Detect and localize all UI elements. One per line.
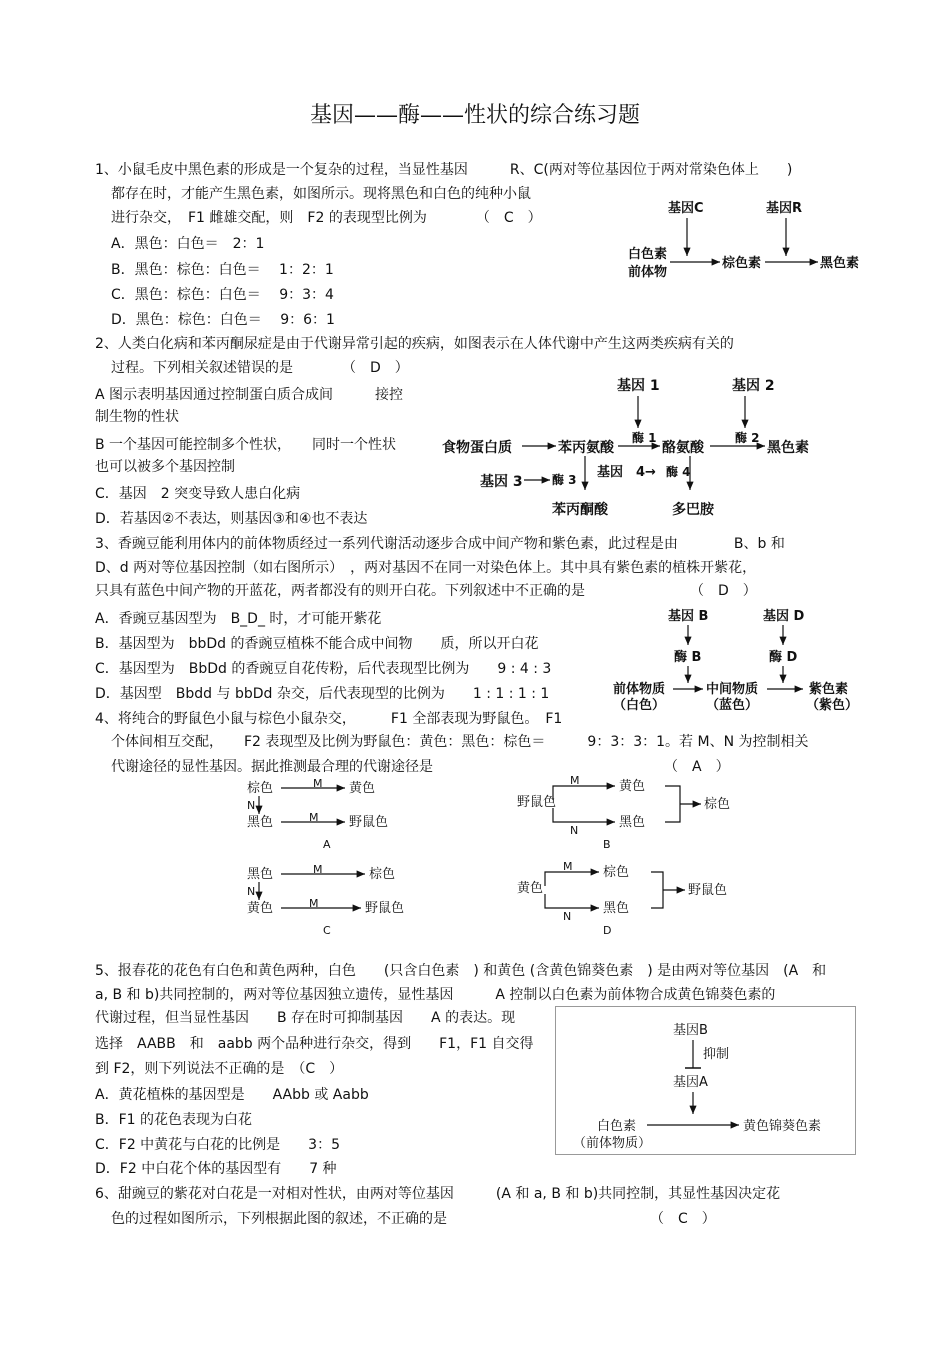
q1-stem-line1: 1、小鼠毛皮中黑色素的形成是一个复杂的过程，当显性基因 R、C(两对等位基因位于两对常染色体上 )	[95, 162, 793, 178]
q4b-label: B	[603, 838, 611, 851]
q3-option-a: A．香豌豆基因型为 B_D_ 时，才可能开紫花	[95, 611, 382, 627]
q2-gene4: 基因 4→	[597, 465, 656, 480]
q1-diagram	[620, 192, 870, 287]
q1-option-d: D．黑色：棕色：白色＝ 9：6：1	[111, 312, 335, 328]
q5-inhibit: 抑制	[703, 1047, 730, 1062]
q6-stem-line2: 色的过程如图所示，下列根据此图的叙述，不正确的是 （ C ）	[111, 1211, 716, 1227]
q2-option-b-line2: 也可以被多个基因控制	[95, 459, 235, 475]
q5-option-d: D．F2 中白花个体的基因型有 7 种	[95, 1161, 337, 1177]
q2-option-d: D．若基因②不表达，则基因③和④也不表达	[95, 511, 368, 527]
q3-precursor-color: （白色）	[613, 698, 666, 713]
q5-gene-b: 基因B	[673, 1023, 708, 1038]
q3-stem-line2: D、d 两对等位基因控制（如右图所示） ，两对基因不在同一对染色体上。其中具有紫色素的植株开紫花，	[95, 560, 757, 576]
q5-yellow-pigment: 黄色锦葵色素	[743, 1119, 822, 1134]
q4-stem-line3: 代谢途径的显性基因。据此推测最合理的代谢途径是 （ A ）	[111, 759, 730, 775]
q4c-n: N	[247, 885, 256, 898]
q5-stem-line5: 到 F2，则下列说法不正确的是 （C ）	[95, 1061, 344, 1077]
q1-white-pigment: 白色素	[628, 247, 668, 262]
q4b-start: 野鼠色	[517, 795, 557, 810]
q3-option-c: C．基因型为 BbDd 的香豌豆自花传粉，后代表现型比例为 9 : 4 : 3	[95, 661, 552, 677]
q1-gene-r: 基因R	[766, 201, 803, 216]
q4-option-d-diagram	[515, 862, 775, 937]
q2-option-b-line1: B 一个基因可能控制多个性状， 同时一个性状	[95, 437, 397, 453]
q2-phenylalanine: 苯丙氨酸	[558, 440, 614, 456]
q4a-start: 棕色	[247, 781, 274, 796]
q2-option-a-line1: A 图示表明基因通过控制蛋白质合成间 接控	[95, 387, 404, 403]
q1-black-pigment: 黑色素	[820, 256, 860, 271]
q4c-top: 棕色	[369, 867, 396, 882]
q4-option-b-diagram	[515, 776, 765, 851]
q3-precursor: 前体物质	[613, 682, 666, 697]
q4-option-a-diagram	[245, 776, 445, 851]
q4a-top: 黄色	[349, 781, 376, 796]
q4-stem-line1: 4、将纯合的野鼠色小鼠与棕色小鼠杂交， F1 全部表现为野鼠色。 F1	[95, 711, 563, 727]
q1-stem-line2: 都存在时，才能产生黑色素，如图所示。现将黑色和白色的纯种小鼠	[111, 186, 531, 202]
q2-option-c: C．基因 2 突变导致人患白化病	[95, 486, 301, 502]
q4c-start: 黑色	[247, 867, 274, 882]
q1-option-a: A．黑色：白色＝ 2：1	[111, 236, 265, 252]
q4b-top: 黄色	[619, 779, 646, 794]
q2-stem-line2: 过程。下列相关叙述错误的是 （ D ）	[111, 360, 409, 376]
q5-stem-line4: 选择 AABB 和 aabb 两个品种进行杂交，得到 F1，F1 自交得	[95, 1036, 534, 1052]
q5-precursor: （前体物质）	[573, 1136, 652, 1151]
q3-option-d: D．基因型 Bbdd 与 bbDd 杂交，后代表现型的比例为 1 : 1 : 1 : 1	[95, 686, 550, 702]
q3-gene-b: 基因 B	[668, 609, 709, 624]
q2-enzyme1: 酶 1	[632, 431, 657, 445]
q2-food-protein: 食物蛋白质	[442, 440, 512, 456]
q2-gene2: 基因 2	[732, 378, 775, 394]
q5-stem-line1: 5、报春花的花色有白色和黄色两种，白色 (只含白色素 ) 和黄色 (含黄色锦葵色素 ) 是由两对等位基因 (A 和	[95, 963, 827, 979]
q4c-end: 野鼠色	[365, 901, 405, 916]
q3-enzyme-d: 酶 D	[769, 650, 798, 665]
q4d-end: 野鼠色	[688, 883, 728, 898]
q4a-n: N	[247, 799, 256, 812]
page-title: 基因——酶——性状的综合练习题	[309, 103, 640, 128]
q1-precursor: 前体物	[628, 265, 668, 280]
q2-tyrosine: 酪氨酸	[662, 440, 704, 456]
q4c-bottom: 黄色	[247, 901, 274, 916]
q2-gene3: 基因 3	[480, 474, 523, 490]
q4b-bottom: 黑色	[619, 815, 646, 830]
q4a-bottom: 黑色	[247, 815, 274, 830]
q5-option-b: B．F1 的花色表现为白花	[95, 1112, 253, 1128]
q3-enzyme-b: 酶 B	[674, 650, 702, 665]
q2-enzyme2: 酶 2	[735, 431, 760, 445]
q2-phenylpyruvic-acid: 苯丙酮酸	[552, 502, 608, 518]
q4-stem-line2: 个体间相互交配， F2 表现型及比例为野鼠色：黄色：黑色：棕色＝ 9：3：3：1。若 M、N 为控制相关	[111, 734, 809, 750]
q6-stem-line1: 6、甜豌豆的紫花对白花是一对相对性状，由两对等位基因 (A 和 a, B 和 b)共同控制，其显性基因决定花	[95, 1186, 781, 1202]
q4c-m-bottom: M	[309, 897, 319, 910]
q1-brown-pigment: 棕色素	[722, 256, 762, 271]
q4b-n: N	[570, 824, 579, 837]
q4c-label: C	[323, 924, 331, 937]
q2-melanin: 黑色素	[767, 440, 809, 456]
q3-intermediate: 中间物质	[706, 682, 759, 697]
q4b-end: 棕色	[704, 797, 731, 812]
q3-intermediate-color: （蓝色）	[706, 698, 759, 713]
q2-enzyme3: 酶 3	[552, 473, 577, 487]
q1-stem-line3: 进行杂交， F1 雌雄交配，则 F2 的表现型比例为 （ C ）	[111, 210, 542, 226]
q4a-end: 野鼠色	[349, 815, 389, 830]
q1-option-c: C．黑色：棕色：白色＝ 9：3：4	[111, 287, 334, 303]
q3-purple-pigment: 紫色素	[809, 682, 849, 697]
q4b-m: M	[570, 774, 580, 787]
q5-white-pigment: 白色素	[597, 1119, 637, 1134]
q1-gene-c: 基因C	[668, 201, 704, 216]
q4d-bottom: 黑色	[603, 901, 630, 916]
q3-diagram	[605, 603, 865, 715]
q5-stem-line3: 代谢过程，但当显性基因 B 存在时可抑制基因 A 的表达。现	[95, 1010, 516, 1026]
q2-stem-line1: 2、人类白化病和苯丙酮尿症是由于代谢异常引起的疾病，如图表示在人体代谢中产生这两类疾病有关的	[95, 336, 734, 352]
q5-gene-a: 基因A	[673, 1075, 708, 1090]
q3-stem-line1: 3、香豌豆能利用体内的前体物质经过一系列代谢活动逐步合成中间产物和紫色素，此过程是由 B、b 和	[95, 536, 785, 552]
q4d-n: N	[563, 910, 572, 923]
q4a-m-top: M	[313, 777, 323, 790]
q5-diagram	[555, 1006, 857, 1156]
q4a-label: A	[323, 838, 331, 851]
q4a-m-bottom: M	[309, 811, 319, 824]
q5-option-c: C．F2 中黄花与白花的比例是 3：5	[95, 1137, 340, 1153]
q3-purple-color: （紫色）	[806, 698, 859, 713]
q2-dopamine: 多巴胺	[672, 502, 714, 518]
q2-option-a-line2: 制生物的性状	[95, 409, 179, 425]
q4d-label: D	[603, 924, 612, 937]
q4d-m: M	[563, 860, 573, 873]
q4d-top: 棕色	[603, 865, 630, 880]
q3-option-b: B．基因型为 bbDd 的香豌豆植株不能合成中间物 质，所以开白花	[95, 636, 539, 652]
q3-gene-d: 基因 D	[763, 609, 805, 624]
q1-option-b: B．黑色：棕色：白色＝ 1：2：1	[111, 262, 334, 278]
q2-enzyme4: 酶 4	[666, 465, 691, 479]
q4-option-c-diagram	[245, 862, 445, 937]
q4d-start: 黄色	[517, 881, 544, 896]
q2-diagram	[440, 372, 840, 522]
q4c-m-top: M	[313, 863, 323, 876]
q2-gene1: 基因 1	[617, 378, 660, 394]
q5-option-a: A．黄花植株的基因型是 AAbb 或 Aabb	[95, 1087, 369, 1103]
q5-stem-line2: a, B 和 b)共同控制的，两对等位基因独立遗传，显性基因 A 控制以白色素为前体物合成黄色锦葵色素的	[95, 987, 776, 1003]
q3-stem-line3: 只具有蓝色中间产物的开蓝花，两者都没有的则开白花。下列叙述中不正确的是 （ D ）	[95, 583, 757, 599]
